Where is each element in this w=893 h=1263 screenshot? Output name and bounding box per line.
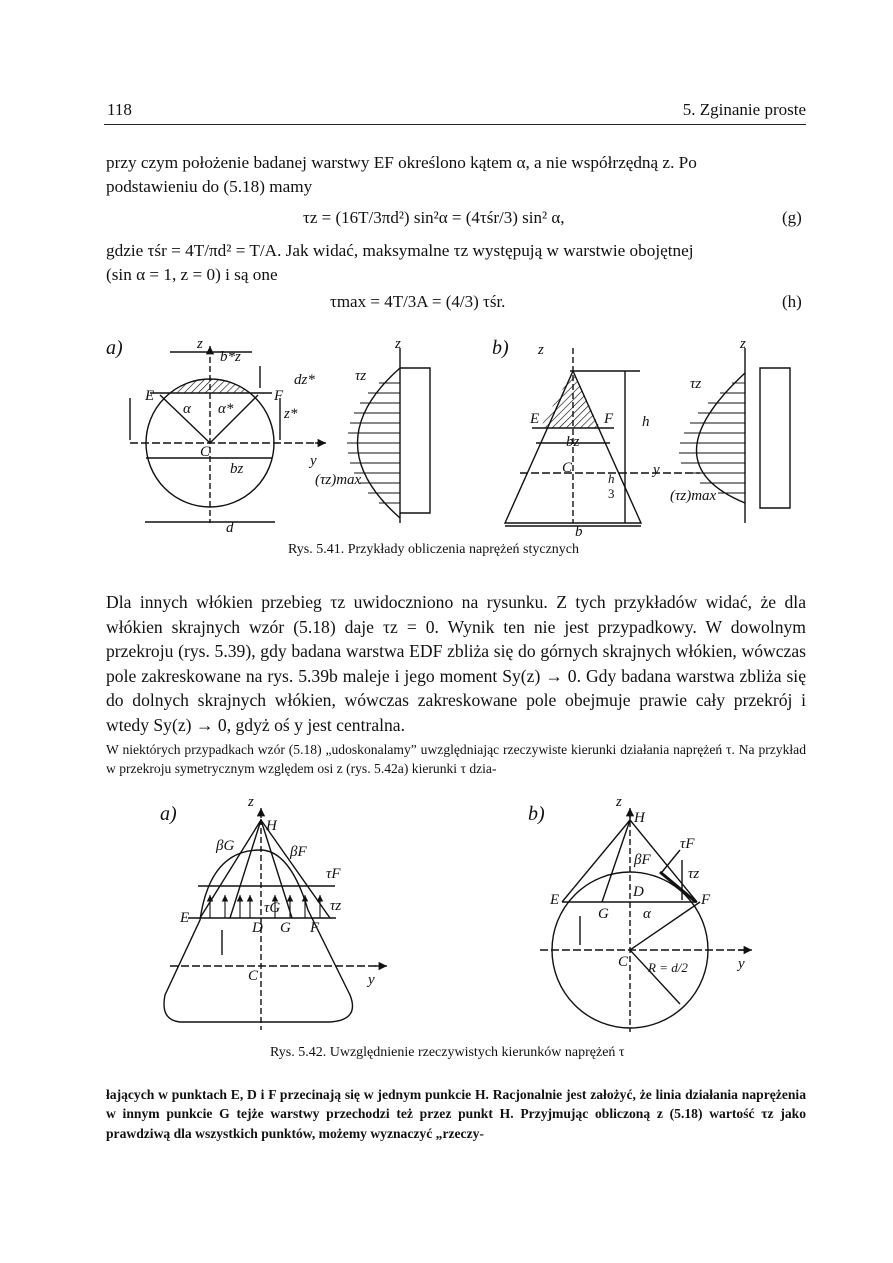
label-tau-z-b: τz — [688, 866, 700, 882]
label-h3-den: 3 — [608, 486, 615, 501]
label-z-a: z — [197, 336, 203, 352]
caption-5-41: Rys. 5.41. Przykłady obliczenia naprężeń stycznych — [288, 542, 580, 557]
label-h3-num: h — [608, 471, 615, 486]
label-C-542b: C — [618, 954, 629, 970]
label-F-b: F — [604, 411, 614, 427]
equation-g-number: (g) — [782, 208, 802, 227]
fig542-panel-a: a) — [160, 803, 177, 825]
label-z-b: z — [538, 342, 544, 358]
label-beta-F-b: βF — [634, 852, 651, 868]
label-dz-star: dz* — [294, 372, 315, 388]
label-tau-F-b: τF — [680, 836, 695, 852]
symmetric-section — [164, 850, 353, 1022]
label-D-b: D — [633, 884, 644, 900]
label-beta-F: βF — [290, 844, 307, 860]
equation-h-number: (h) — [782, 292, 802, 311]
figure-5-41 — [100, 328, 806, 538]
fig541-panel-b: b) — [492, 337, 509, 359]
label-y-b: y — [653, 462, 660, 478]
label-tau-G: τG — [264, 900, 281, 916]
label-D-a: D — [252, 920, 263, 936]
label-R: R = d/2 — [648, 960, 688, 975]
caption-5-42: Rys. 5.42. Uwzględnienie rzeczywistych kierunków naprężeń τ — [270, 1045, 625, 1060]
label-alpha-a: α — [183, 401, 191, 417]
paragraph-1-line-2: podstawieniu do (5.18) mamy — [106, 177, 313, 196]
label-H-a: H — [266, 818, 277, 834]
equation-h: τmax = 4T/3A = (4/3) τśr. — [330, 292, 506, 311]
label-F-a: F — [274, 388, 284, 404]
chapter-title: 5. Zginanie proste — [682, 100, 806, 119]
label-F-542b: F — [701, 892, 711, 908]
equation-g: τz = (16T/3πd²) sin²α = (4τśr/3) sin² α, — [303, 208, 565, 227]
label-C-542a: C — [248, 968, 259, 984]
label-b: b — [575, 524, 583, 538]
label-C-a: C — [200, 444, 211, 460]
label-tau-max-b: (τz)max — [670, 488, 717, 504]
label-H-b: H — [634, 810, 645, 826]
label-G-a: G — [280, 920, 291, 936]
label-alpha-star: α* — [218, 401, 234, 417]
hatched-triangle — [540, 371, 600, 428]
label-tau-z-a: τz — [330, 898, 342, 914]
paragraph-2-line-2: (sin α = 1, z = 0) i są one — [106, 265, 278, 284]
label-bz-a: bz — [230, 461, 244, 477]
side-profile-b — [760, 368, 790, 508]
label-bz-star: b*z — [220, 349, 241, 365]
label-tau-F-a: τF — [326, 866, 341, 882]
label-y-542b: y — [738, 956, 745, 972]
label-tau-z-b: τz — [690, 376, 702, 392]
paragraph-5: łających w punktach E, D i F przecinają się w jednym punkcie H. Racjonalnie jest założyć, że linia działania naprężenia w innym punkcie G tejże warstwy przechodzi też przez punkt H. Przyjmując obliczoną z (5.18) wartość τz jako prawdziwą dla wszystkich punktów, możemy wyznaczyć „rzeczy- — [106, 1087, 806, 1141]
label-alpha-b: α — [643, 906, 651, 922]
figure-5-42 — [140, 790, 780, 1040]
label-d: d — [226, 520, 234, 536]
label-E-542b: E — [550, 892, 560, 908]
label-z-542b: z — [616, 794, 622, 810]
paragraph-3: Dla innych włókien przebieg τz uwidoczniono na rysunku. Z tych przykładów widać, że dla włókien skrajnych wzór (5.18) daje τz = 0. Wynik ten nie jest przypadkowy. W dowolnym przekroju (rys. 5.39), gdy badana warstwa EDF zbliża się do górnych skrajnych włókien, wówczas pole zakreskowane na rys. 5.39b maleje i jego moment Sy(z) → 0. Gdy badana warstwa zbliża się do dolnych skrajnych włókien, wówczas zakreskowane pole obejmuje prawie cały przekrój i wtedy Sy(z) → 0, gdyż oś y jest centralna. — [106, 592, 806, 735]
label-G-b: G — [598, 906, 609, 922]
tau-curve-b — [697, 373, 746, 503]
label-z-b2: z — [740, 336, 746, 352]
fig541-panel-a: a) — [106, 337, 123, 359]
label-E-542a: E — [180, 910, 190, 926]
angle-lines — [160, 395, 258, 443]
paragraph-2-line-1: gdzie τśr = 4T/πd² = T/A. Jak widać, maksymalne τz występują w warstwie obojętnej — [106, 241, 694, 260]
paragraph-4: W niektórych przypadkach wzór (5.18) „udoskonalamy” uwzględniając rzeczywiste kierunki działania naprężeń τ. Na przykład w przekroju symetrycznym względem osi z (rys. 5.42a) kierunki τ dzia- — [106, 742, 806, 777]
label-C-b: C — [562, 460, 573, 476]
fig542-panel-b: b) — [528, 803, 545, 825]
label-y-542a: y — [368, 972, 375, 988]
label-E-a: E — [145, 388, 155, 404]
paragraph-1-line-1: przy czym położenie badanej warstwy EF określono kątem α, a nie współrzędną z. Po — [106, 153, 697, 172]
label-z-542a: z — [248, 794, 254, 810]
label-bz-b: bz — [566, 434, 580, 450]
label-tau-max-a: (τz)max — [315, 472, 362, 488]
page-number: 118 — [107, 100, 132, 119]
header-rule — [104, 124, 806, 125]
side-profile-a — [400, 368, 430, 513]
label-z-star: z* — [284, 406, 298, 422]
label-z-a2: z — [395, 336, 401, 352]
label-E-b: E — [530, 411, 540, 427]
label-h: h — [642, 414, 650, 430]
label-y-a: y — [310, 453, 317, 469]
label-tau-z-a: τz — [355, 368, 367, 384]
label-F-542a: F — [310, 920, 320, 936]
label-beta-G: βG — [216, 838, 235, 854]
